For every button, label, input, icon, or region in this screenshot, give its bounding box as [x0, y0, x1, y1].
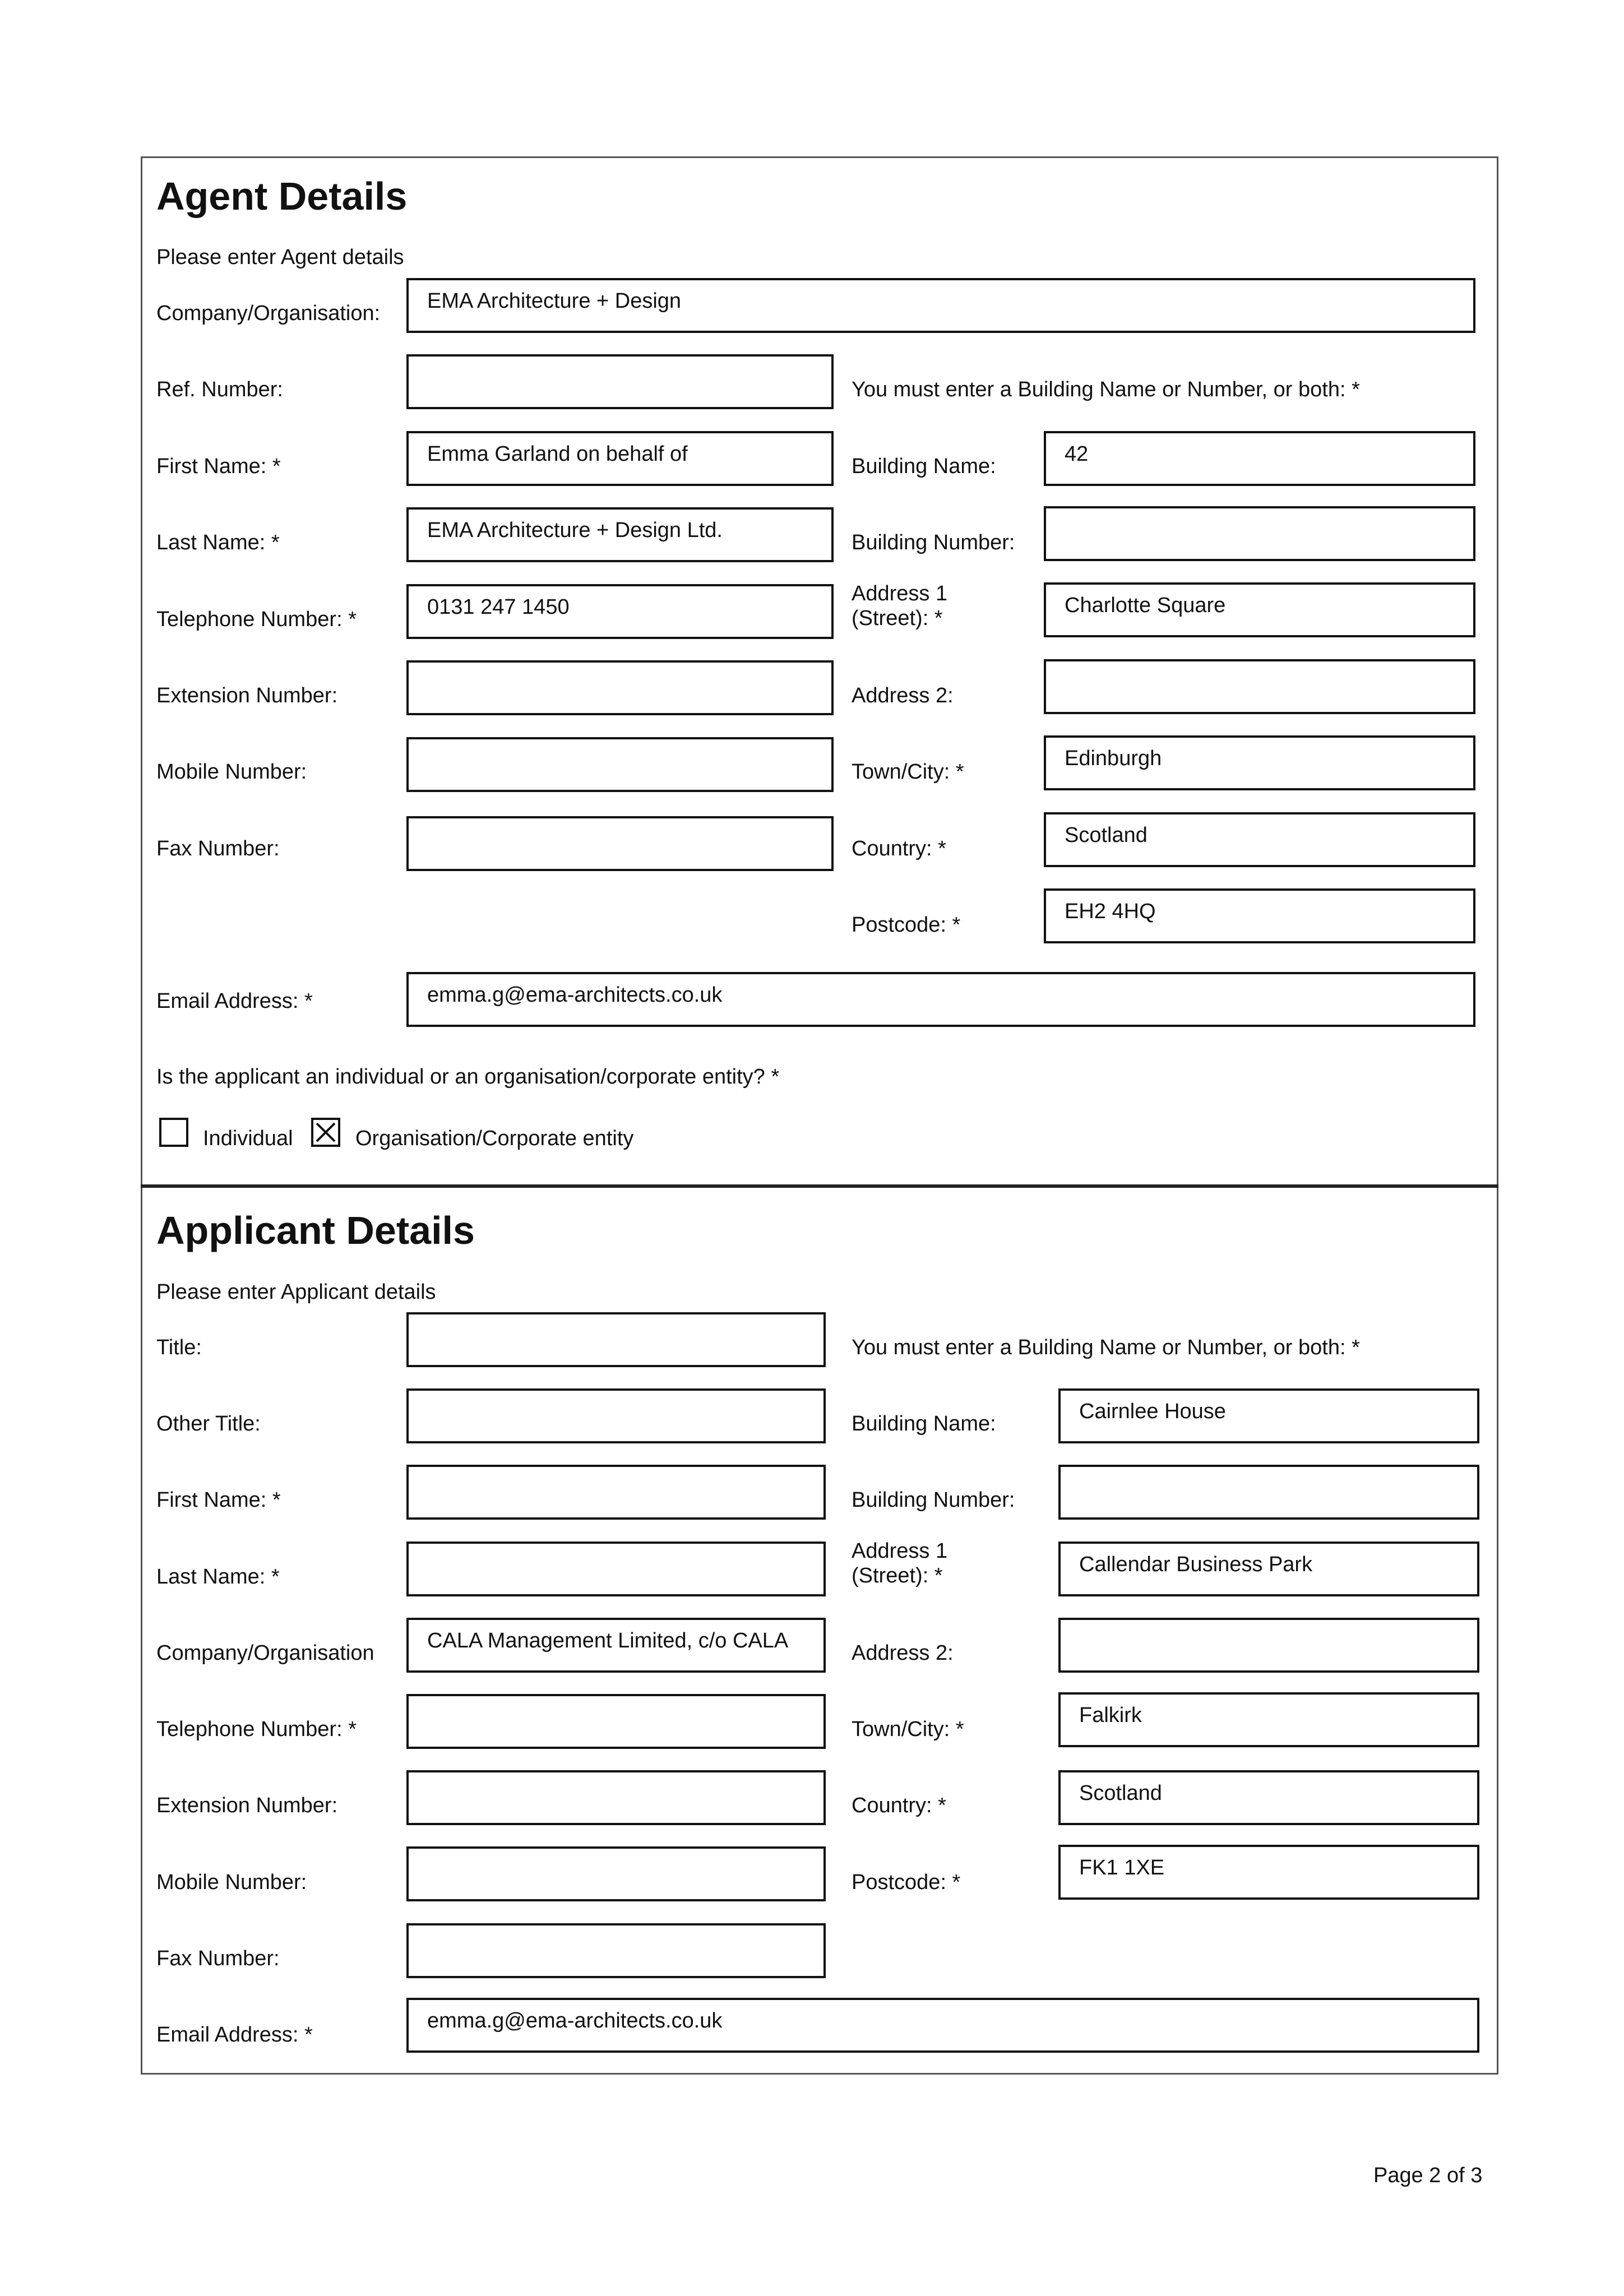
applicant-title-label: Title: — [156, 1336, 202, 1359]
applicant-fax-label: Fax Number: — [156, 1947, 280, 1970]
applicant-email-label: Email Address: * — [156, 2023, 313, 2047]
agent-section-title: Agent Details — [156, 174, 408, 218]
agent-last-name-label: Last Name: * — [156, 531, 280, 554]
applicant-mobile-field[interactable] — [406, 1846, 826, 1901]
agent-fax-label: Fax Number: — [156, 837, 280, 860]
agent-email-value: emma.g@ema-architects.co.uk — [427, 983, 723, 1007]
agent-town-value: Edinburgh — [1065, 747, 1162, 770]
applicant-address1-label-line2: (Street): * — [852, 1564, 943, 1587]
applicant-title-field[interactable] — [406, 1312, 826, 1367]
applicant-company-field[interactable] — [406, 1618, 826, 1673]
agent-postcode-label: Postcode: * — [852, 913, 961, 937]
page-number: Page 2 of 3 — [1373, 2164, 1483, 2187]
agent-first-name-label: First Name: * — [156, 455, 281, 478]
agent-intro: Please enter Agent details — [156, 246, 404, 269]
applicant-company-label: Company/Organisation — [156, 1641, 374, 1665]
agent-mobile-field[interactable] — [406, 737, 834, 792]
applicant-address1-value: Callendar Business Park — [1079, 1553, 1313, 1576]
agent-town-label: Town/City: * — [852, 760, 964, 784]
agent-extension-field[interactable] — [406, 660, 834, 715]
agent-country-label: Country: * — [852, 837, 946, 860]
individual-checkbox[interactable] — [159, 1118, 188, 1147]
agent-building-name-label: Building Name: — [852, 455, 996, 478]
applicant-address2-label: Address 2: — [852, 1641, 954, 1665]
agent-mobile-label: Mobile Number: — [156, 760, 307, 784]
applicant-other-title-label: Other Title: — [156, 1412, 261, 1436]
organisation-checkbox[interactable] — [311, 1118, 340, 1147]
applicant-telephone-label: Telephone Number: * — [156, 1718, 357, 1741]
applicant-country-value: Scotland — [1079, 1781, 1162, 1805]
checked-x-icon — [313, 1120, 338, 1145]
applicant-address1-label-line1: Address 1 — [852, 1539, 948, 1563]
applicant-country-label: Country: * — [852, 1794, 946, 1817]
applicant-telephone-field[interactable] — [406, 1694, 826, 1749]
applicant-town-value: Falkirk — [1079, 1704, 1142, 1727]
applicant-email-value: emma.g@ema-architects.co.uk — [427, 2009, 723, 2033]
agent-address1-label-line1: Address 1 — [852, 582, 948, 605]
applicant-building-number-field[interactable] — [1058, 1465, 1479, 1520]
applicant-company-value: CALA Management Limited, c/o CALA — [427, 1629, 789, 1652]
applicant-postcode-value: FK1 1XE — [1079, 1856, 1165, 1880]
applicant-fax-field[interactable] — [406, 1923, 826, 1978]
agent-building-note: You must enter a Building Name or Number, or both: * — [852, 378, 1360, 401]
applicant-other-title-field[interactable] — [406, 1388, 826, 1443]
agent-extension-label: Extension Number: — [156, 684, 338, 707]
applicant-first-name-label: First Name: * — [156, 1488, 281, 1512]
agent-building-name-value: 42 — [1065, 442, 1089, 466]
agent-address2-field[interactable] — [1044, 659, 1475, 714]
applicant-building-note: You must enter a Building Name or Number, or both: * — [852, 1336, 1360, 1359]
applicant-intro: Please enter Applicant details — [156, 1280, 436, 1304]
agent-address2-label: Address 2: — [852, 684, 954, 707]
agent-last-name-value: EMA Architecture + Design Ltd. — [427, 519, 723, 542]
agent-building-number-label: Building Number: — [852, 531, 1015, 554]
agent-ref-field[interactable] — [406, 354, 834, 409]
applicant-building-name-label: Building Name: — [852, 1412, 996, 1436]
agent-postcode-value: EH2 4HQ — [1065, 900, 1156, 923]
applicant-section-title: Applicant Details — [156, 1209, 475, 1252]
agent-ref-label: Ref. Number: — [156, 378, 283, 401]
agent-building-name-field[interactable] — [1044, 431, 1475, 486]
individual-label: Individual — [203, 1127, 293, 1150]
agent-address1-value: Charlotte Square — [1065, 594, 1226, 617]
applicant-building-name-value: Cairnlee House — [1079, 1400, 1226, 1423]
applicant-last-name-field[interactable] — [406, 1542, 826, 1596]
applicant-building-number-label: Building Number: — [852, 1488, 1015, 1512]
agent-telephone-label: Telephone Number: * — [156, 608, 357, 631]
agent-building-number-field[interactable] — [1044, 506, 1475, 561]
agent-company-label: Company/Organisation: — [156, 302, 381, 325]
section-divider — [141, 1184, 1498, 1188]
agent-country-value: Scotland — [1065, 823, 1148, 847]
agent-email-label: Email Address: * — [156, 989, 313, 1013]
agent-address1-label-line2: (Street): * — [852, 607, 943, 630]
applicant-first-name-field[interactable] — [406, 1465, 826, 1520]
agent-telephone-value: 0131 247 1450 — [427, 595, 570, 619]
applicant-town-label: Town/City: * — [852, 1718, 964, 1741]
applicant-mobile-label: Mobile Number: — [156, 1871, 307, 1894]
agent-company-value: EMA Architecture + Design — [427, 289, 682, 313]
applicant-address2-field[interactable] — [1058, 1618, 1479, 1673]
agent-first-name-value: Emma Garland on behalf of — [427, 442, 688, 466]
applicant-postcode-label: Postcode: * — [852, 1871, 961, 1894]
applicant-extension-field[interactable] — [406, 1770, 826, 1825]
applicant-type-question: Is the applicant an individual or an organisation/corporate entity? * — [156, 1065, 780, 1089]
agent-fax-field[interactable] — [406, 816, 834, 871]
applicant-last-name-label: Last Name: * — [156, 1565, 280, 1589]
applicant-extension-label: Extension Number: — [156, 1794, 338, 1817]
organisation-label: Organisation/Corporate entity — [355, 1127, 634, 1150]
